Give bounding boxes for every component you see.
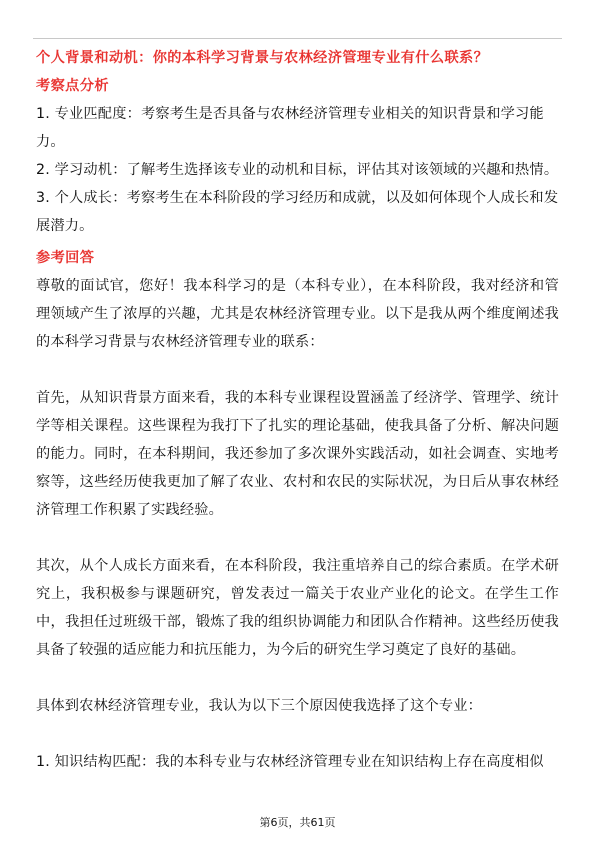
header-rule — [33, 38, 562, 39]
analysis-list — [36, 100, 559, 240]
answer-paragraph: 具体到农林经济管理专业，我认为以下三个原因使我选择了这个专业： — [36, 698, 483, 714]
answer-paragraph: 尊敬的面试官，您好！我本科学习的是（本科专业），在本科阶段，我对经济和管理领域产生了浓厚的兴趣，尤其是农林经济管理专业。以下是我从两个维度阐述我的本科学习背景与农林经济管理专业的联系： — [36, 278, 559, 350]
answer-paragraph: 1. 知识结构匹配：我的本科专业与农林经济管理专业在知识结构上存在高度相似 — [36, 754, 544, 770]
analysis-heading: 考察点分析 — [36, 78, 109, 94]
document-body — [36, 44, 559, 776]
analysis-point: 2. 学习动机：了解考生选择该专业的动机和目标，评估其对该领域的兴趣和热情。 — [36, 162, 559, 178]
answer-paragraph: 其次，从个人成长方面来看，在本科阶段，我注重培养自己的综合素质。在学术研究上，我积极参与课题研究，曾发表过一篇关于农业产业化的论文。在学生工作中，我担任过班级干部，锻炼了我的组织协调能力和团队合作精神。这些经历使我具备了较强的适应能力和抗压能力，为今后的研究生学习奠定了良好的基础。 — [36, 558, 559, 658]
page-number: 第6页，共61页 — [259, 816, 336, 829]
answer-body — [36, 272, 559, 776]
answer-heading: 参考回答 — [36, 250, 95, 266]
analysis-point: 1. 专业匹配度：考察考生是否具备与农林经济管理专业相关的知识背景和学习能力。 — [36, 106, 544, 150]
question-title: 个人背景和动机：你的本科学习背景与农林经济管理专业有什么联系？ — [36, 50, 489, 66]
analysis-point: 3. 个人成长：考察考生在本科阶段的学习经历和成就，以及如何体现个人成长和发展潜力。 — [36, 190, 559, 234]
answer-paragraph: 首先，从知识背景方面来看，我的本科专业课程设置涵盖了经济学、管理学、统计学等相关课程。这些课程为我打下了扎实的理论基础，使我具备了分析、解决问题的能力。同时，在本科期间，我还参加了多次课外实践活动，如社会调查、实地考察等，这些经历使我更加了解了农业、农村和农民的实际状况，为日后从事农林经济管理工作积累了实践经验。 — [36, 390, 559, 518]
